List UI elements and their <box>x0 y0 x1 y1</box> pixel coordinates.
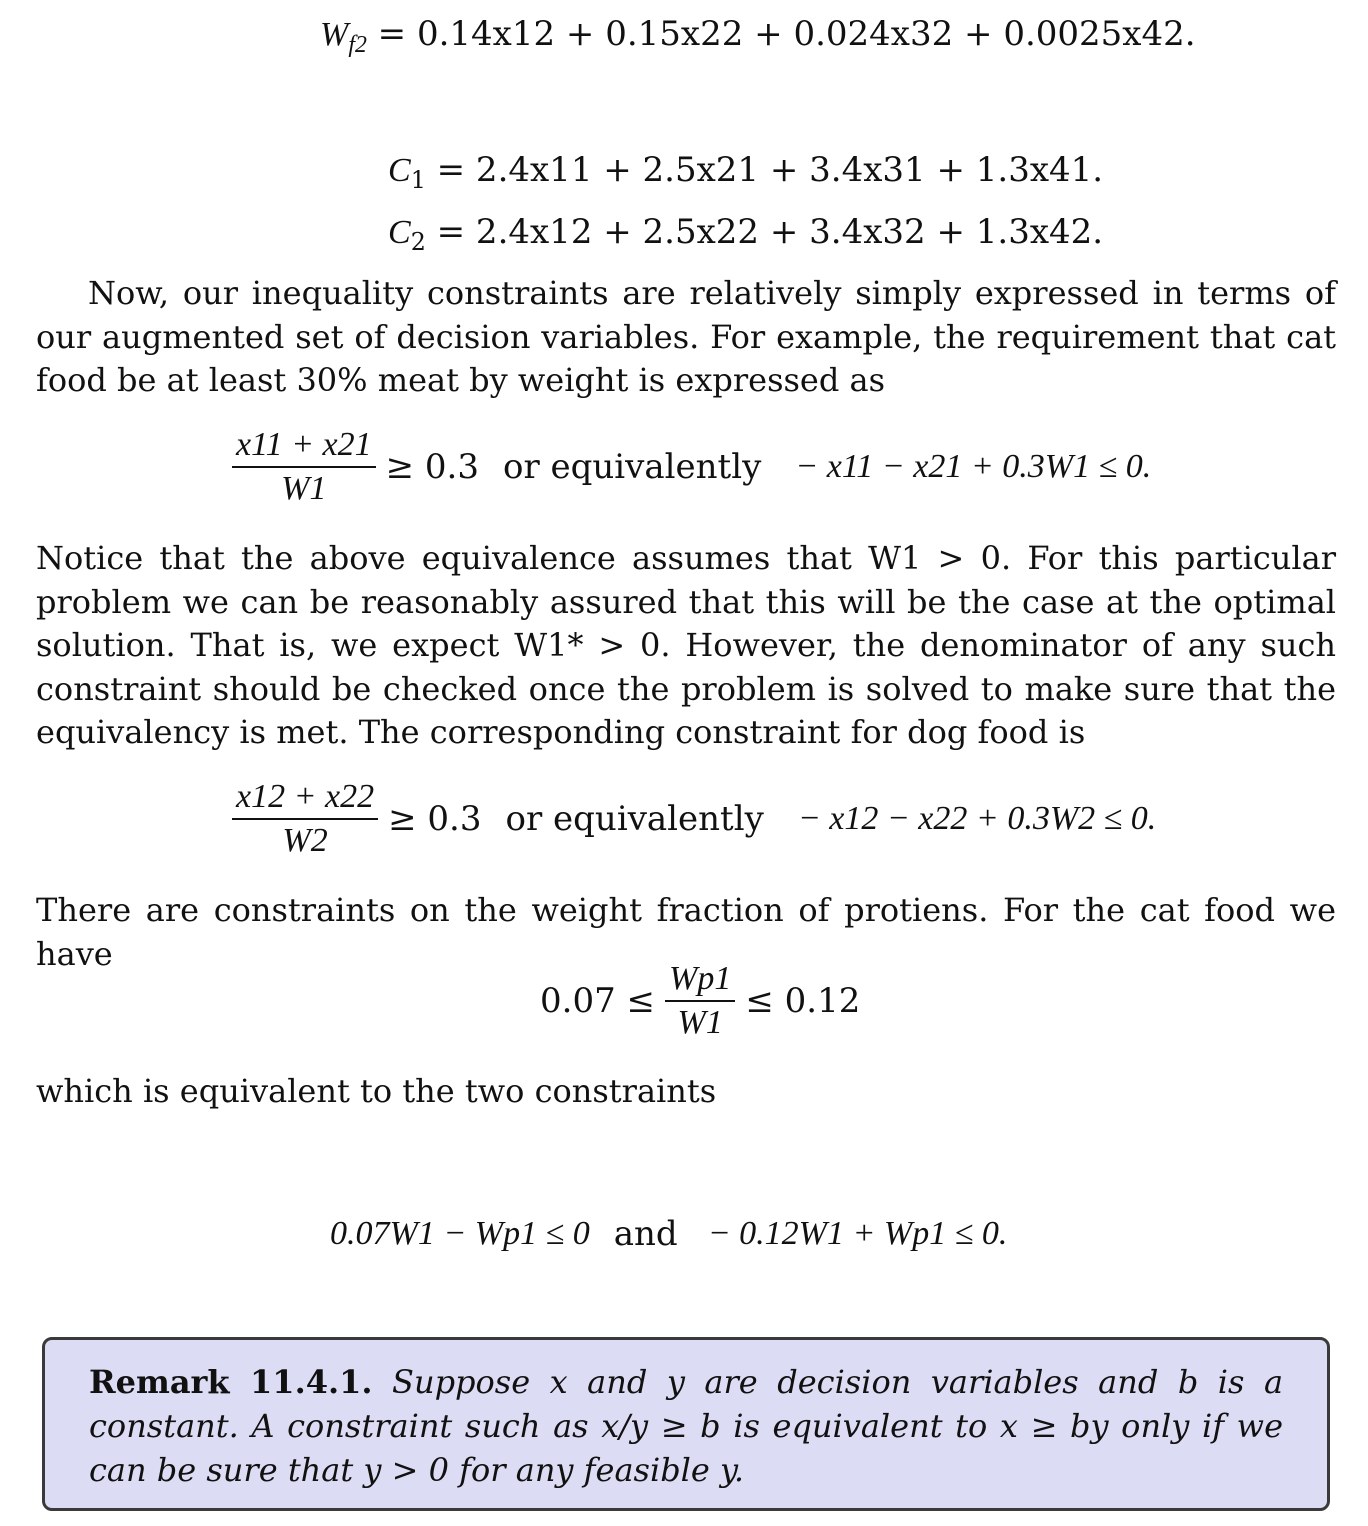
wf2-rhs: = 0.14x12 + 0.15x22 + 0.024x32 + 0.0025x42. <box>377 14 1196 54</box>
remark-box <box>42 1337 1330 1511</box>
fraction-denominator: W1 <box>677 1004 723 1041</box>
equation-c2 <box>388 212 1104 257</box>
c2-lhs-sub: 2 <box>410 228 426 257</box>
fraction-numerator: x11 + x21 <box>232 424 376 468</box>
constraint-right: − 0.12W1 + Wp1 ≤ 0. <box>707 1215 1008 1252</box>
constraint-lower: 0.07 ≤ <box>540 981 655 1021</box>
c1-lhs: C <box>388 152 411 189</box>
fraction <box>232 424 376 510</box>
paragraph-text: Notice that the above equivalence assumes that W1 > 0. For this particular problem we can be reasonably assured that this will be the case at the optimal solution. That is, we expect W1* > 0. However, the denominator of any such constraint should be checked once the problem is solved to make sure that the equivalency is met. The corresponding constraint for dog food is <box>36 539 1336 751</box>
constraint-connector: or equivalently <box>502 447 762 487</box>
constraint-upper: ≤ 0.12 <box>745 981 861 1021</box>
fraction <box>665 958 735 1044</box>
fraction-numerator: x12 + x22 <box>232 776 378 820</box>
constraint-bound: ≥ 0.3 <box>388 799 482 839</box>
equation-wf2 <box>320 14 1196 59</box>
paragraph-equivalent-two <box>36 1070 1336 1114</box>
constraint-bound: ≥ 0.3 <box>385 447 479 487</box>
paragraph-inequality-intro <box>36 272 1336 403</box>
remark-body: Suppose x and y are decision variables and b is a constant. A constraint such as x/y ≥ b is equivalent to x ≥ by only if we can be sure that y > 0 for any feasible y. <box>89 1363 1284 1489</box>
fraction-numerator: Wp1 <box>665 958 735 1002</box>
constraint-equivalent: − x11 − x21 + 0.3W1 ≤ 0. <box>795 448 1152 485</box>
constraint-connector: or equivalently <box>505 799 764 839</box>
fraction-denominator: W1 <box>281 470 327 507</box>
wf2-lhs-sub: f2 <box>348 32 367 59</box>
fraction <box>232 776 378 862</box>
paragraph-text: which is equivalent to the two constraints <box>36 1072 717 1110</box>
constraint-connector: and <box>613 1214 678 1254</box>
constraint-left: 0.07W1 − Wp1 ≤ 0 <box>330 1215 590 1252</box>
c1-rhs: = 2.4x11 + 2.5x21 + 3.4x31 + 1.3x41. <box>436 150 1104 190</box>
equation-c1 <box>388 150 1104 195</box>
c2-rhs: = 2.4x12 + 2.5x22 + 3.4x32 + 1.3x42. <box>436 212 1104 252</box>
c1-lhs-sub: 1 <box>410 166 426 195</box>
paragraph-equivalence-note <box>36 537 1336 755</box>
constraint-protein-split <box>330 1214 1007 1254</box>
constraint-cat-meat <box>232 424 1151 510</box>
constraint-equivalent: − x12 − x22 + 0.3W2 ≤ 0. <box>797 800 1157 837</box>
constraint-protein <box>540 958 860 1044</box>
fraction-denominator: W2 <box>282 822 328 859</box>
constraint-dog-meat <box>232 776 1156 862</box>
wf2-lhs: W <box>320 16 349 53</box>
c2-lhs: C <box>388 214 411 251</box>
remark-title: Remark 11.4.1. <box>89 1363 373 1401</box>
paragraph-text: Now, our inequality constraints are relatively simply expressed in terms of our augmented set of decision variables. For example, the requirement that cat food be at least 30% meat by weight is expressed as <box>36 274 1336 399</box>
paragraph-text: There are constraints on the weight fraction of protiens. For the cat food we have <box>36 891 1336 973</box>
